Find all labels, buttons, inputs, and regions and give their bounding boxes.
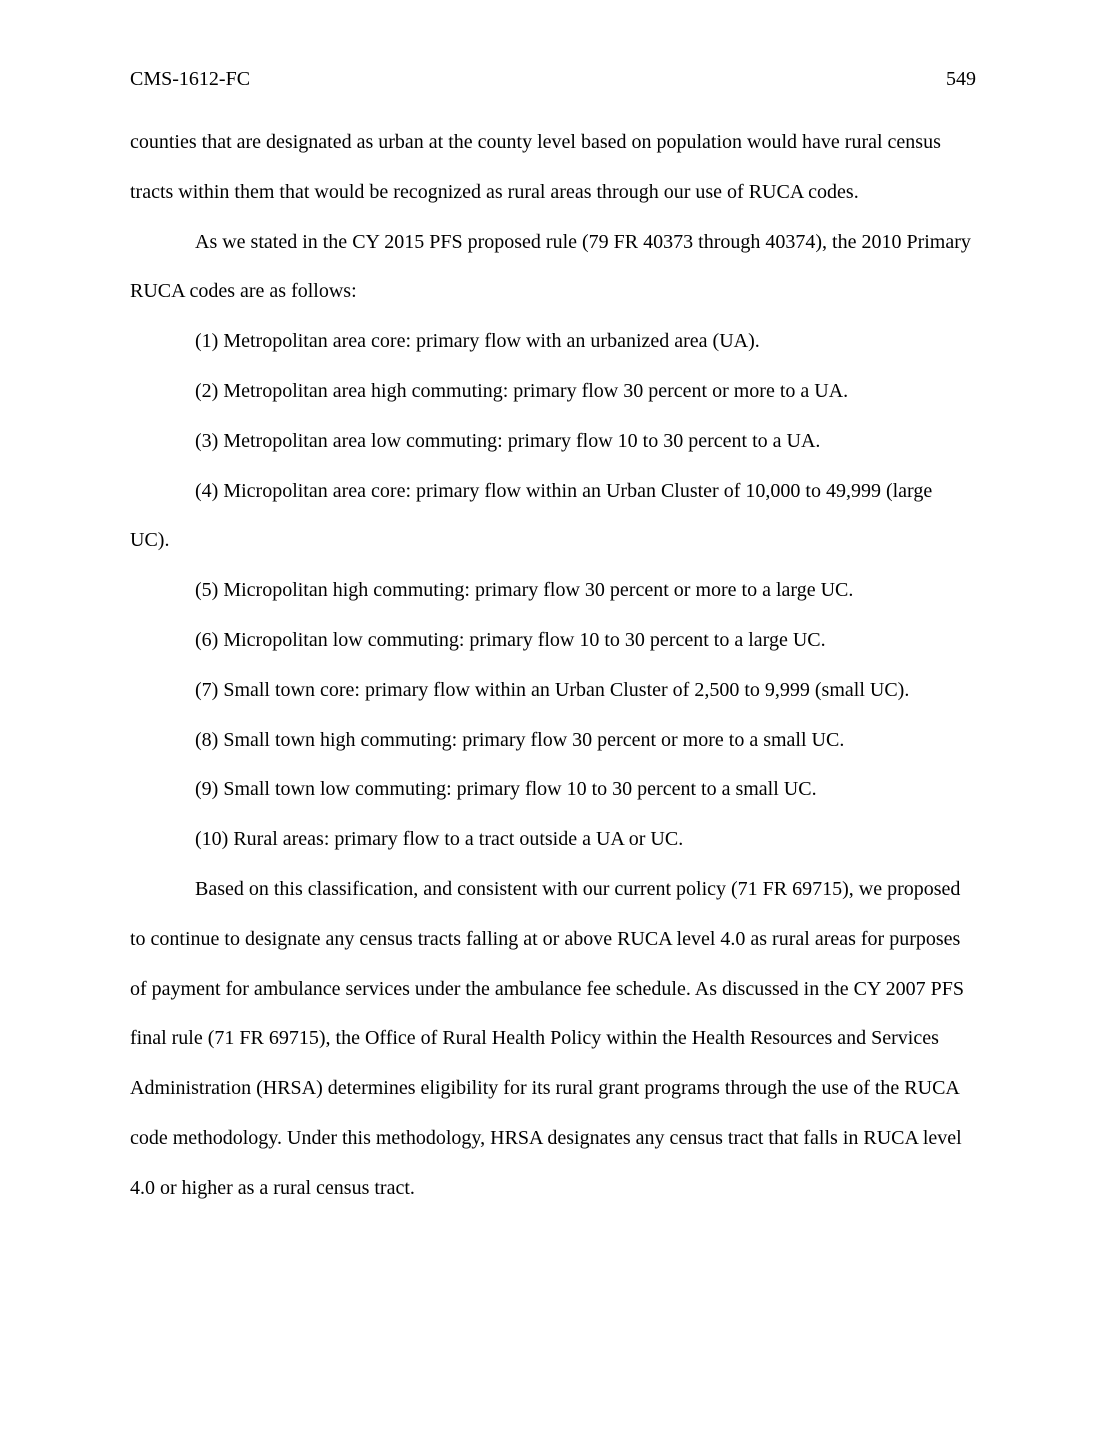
list-item-6: (6) Micropolitan low commuting: primary flow 10 to 30 percent to a large UC.: [195, 628, 826, 651]
list-item-1: (1) Metropolitan area core: primary flow with an urbanized area (UA).: [195, 330, 760, 353]
page-header: [130, 66, 976, 92]
list-item-9: (9) Small town low commuting: primary flow 10 to 30 percent to a small UC.: [195, 778, 817, 801]
paragraph-intro: As we stated in the CY 2015 PFS proposed rule (79 FR 40373 through 40374), the 2010 Primary RUCA codes are as follows:: [130, 230, 971, 303]
body-text: [130, 118, 976, 1214]
list-item-8: (8) Small town high commuting: primary flow 30 percent or more to a small UC.: [195, 728, 845, 751]
list-item-7: (7) Small town core: primary flow within an Urban Cluster of 2,500 to 9,999 (small UC).: [195, 678, 910, 701]
paragraph-continuation: counties that are designated as urban at the county level based on population would have rural census tracts within them that would be recognized as rural areas through our use of RUCA codes.: [130, 131, 941, 203]
list-item-5: (5) Micropolitan high commuting: primary flow 30 percent or more to a large UC.: [195, 579, 854, 602]
document-id: CMS-1612-FC: [130, 68, 251, 90]
list-item-4: (4) Micropolitan area core: primary flow within an Urban Cluster of 10,000 to 49,999 (large UC).: [130, 479, 933, 552]
list-item-10: (10) Rural areas: primary flow to a tract outside a UA or UC.: [195, 828, 684, 851]
paragraph-policy: Based on this classification, and consistent with our current policy (71 FR 69715), we proposed to continue to designate any census tracts falling at or above RUCA level 4.0 as rural areas for purposes of payment for ambulance services under the ambulance fee schedule. As discussed in the CY 2007 PFS final rule (71 FR 69715), the Office of Rural Health Policy within the Health Resources and Services Administration (HRSA) determines eligibility for its rural grant programs through the use of the RUCA code methodology. Under this methodology, HRSA designates any census tract that falls in RUCA level 4.0 or higher as a rural census tract.: [130, 877, 965, 1199]
list-item-3: (3) Metropolitan area low commuting: primary flow 10 to 30 percent to a UA.: [195, 429, 821, 452]
page-number: 549: [946, 68, 976, 90]
list-item-2: (2) Metropolitan area high commuting: primary flow 30 percent or more to a UA.: [195, 379, 849, 402]
